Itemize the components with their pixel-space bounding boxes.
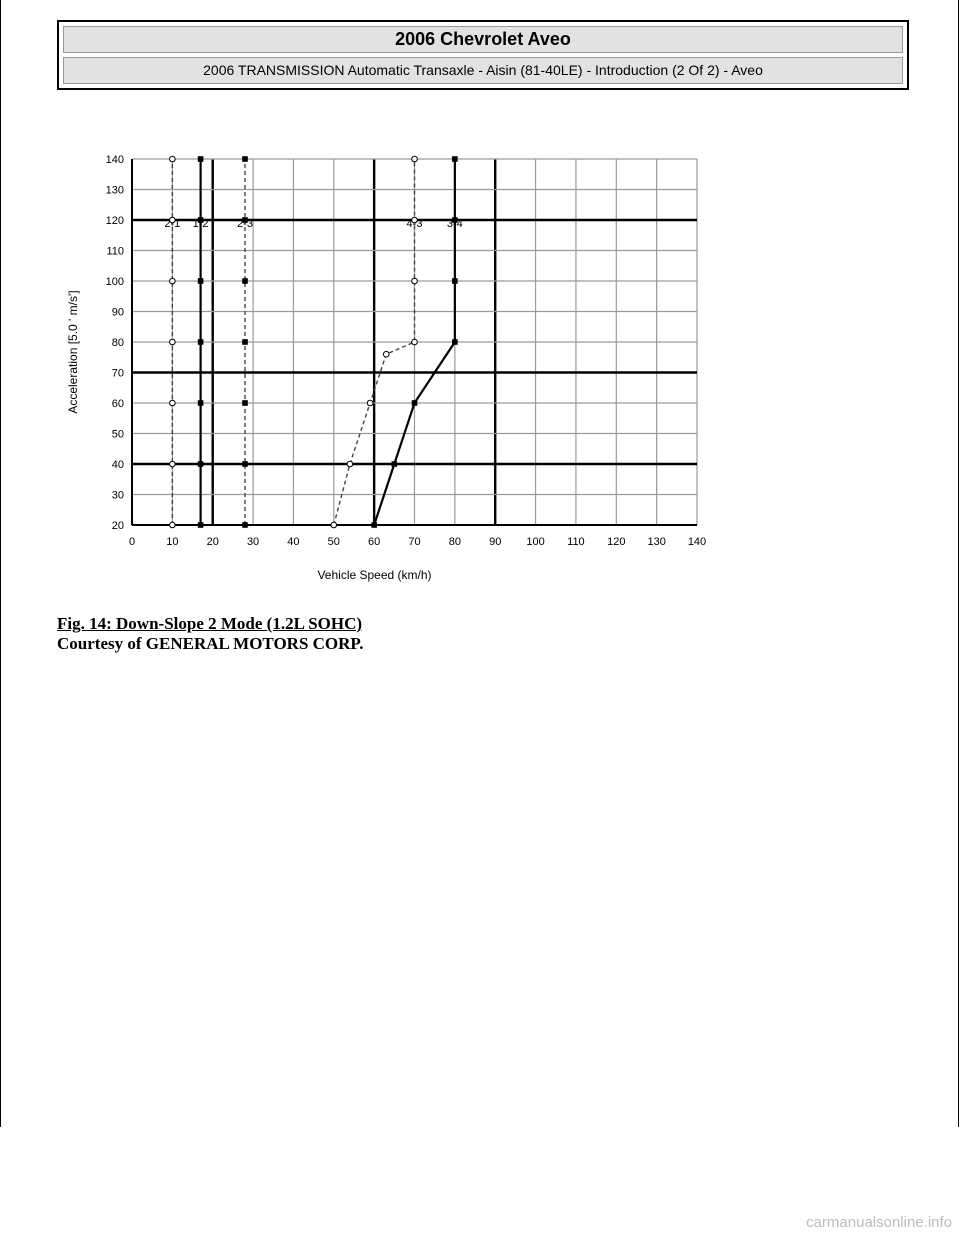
x-tick-label: 50 <box>327 536 340 548</box>
vehicle-title: 2006 Chevrolet Aveo <box>63 26 903 53</box>
series-label-1-2: 1-2 <box>192 218 209 231</box>
point-1-2 <box>198 278 204 284</box>
watermark: carmanualsonline.info <box>806 1214 952 1231</box>
y-tick-label: 90 <box>111 306 124 319</box>
point-3-4 <box>412 400 418 406</box>
figure-caption-block <box>57 614 364 654</box>
point-3-4 <box>371 522 377 528</box>
point-4-3 <box>383 351 389 357</box>
y-tick-label: 70 <box>111 367 124 380</box>
x-tick-label: 100 <box>526 536 545 548</box>
point-1-2 <box>198 522 204 528</box>
figure-caption[interactable]: Fig. 14: Down-Slope 2 Mode (1.2L SOHC) <box>57 614 363 633</box>
y-tick-label: 120 <box>105 215 124 227</box>
figure-credit: Courtesy of GENERAL MOTORS CORP. <box>57 634 364 653</box>
y-tick-label: 130 <box>105 184 124 197</box>
shift-pattern-chart <box>55 140 720 585</box>
point-3-4 <box>392 461 398 467</box>
point-4-3 <box>331 522 337 528</box>
x-tick-label: 90 <box>489 536 502 548</box>
x-tick-label: 0 <box>128 536 136 548</box>
x-tick-label: 10 <box>166 536 179 548</box>
point-3-4 <box>452 156 458 162</box>
point-2-3 <box>242 156 248 162</box>
document-header <box>57 20 909 90</box>
point-1-2 <box>198 156 204 162</box>
point-2-3 <box>242 400 248 406</box>
point-3-4 <box>452 339 458 345</box>
x-tick-label: 60 <box>368 536 381 548</box>
y-tick-label: 60 <box>111 398 124 410</box>
series-label-4-3: 4-3 <box>406 218 423 231</box>
point-2-3 <box>242 461 248 467</box>
y-tick-label: 20 <box>111 520 124 532</box>
point-4-3 <box>347 461 353 467</box>
point-2-1 <box>170 522 176 528</box>
point-4-3 <box>412 339 418 345</box>
x-tick-label: 20 <box>206 536 219 548</box>
y-tick-label: 80 <box>111 337 124 349</box>
x-tick-label: 120 <box>607 536 626 548</box>
x-tick-label: 130 <box>647 536 666 548</box>
point-2-1 <box>170 156 176 162</box>
point-1-2 <box>198 461 204 467</box>
point-4-3 <box>367 400 373 406</box>
x-tick-label: 110 <box>567 536 585 548</box>
y-tick-label: 40 <box>111 459 124 471</box>
x-axis-ticks <box>129 536 706 548</box>
y-tick-label: 110 <box>106 245 124 258</box>
x-tick-label: 140 <box>687 536 707 548</box>
y-axis-ticks <box>106 154 124 532</box>
y-tick-label: 50 <box>111 428 124 441</box>
x-tick-label: 30 <box>246 536 260 548</box>
y-tick-label: 30 <box>111 489 124 502</box>
series-label-2-1: 2-1 <box>164 218 181 231</box>
point-4-3 <box>412 156 418 162</box>
point-2-3 <box>242 278 248 284</box>
y-tick-label: 140 <box>105 154 124 166</box>
x-tick-label: 40 <box>287 536 300 548</box>
point-4-3 <box>412 278 418 284</box>
y-tick-label: 100 <box>105 276 124 288</box>
section-subtitle: 2006 TRANSMISSION Automatic Transaxle - Aisin (81-40LE) - Introduction (2 Of 2) - Aveo <box>63 57 903 84</box>
point-2-1 <box>170 400 176 406</box>
y-axis-label: Acceleration [5.0 ' m/s'] <box>66 290 80 414</box>
x-axis-label: Vehicle Speed (km/h) <box>317 568 432 582</box>
x-tick-label: 80 <box>448 536 461 548</box>
point-2-1 <box>170 339 176 345</box>
point-2-3 <box>242 339 248 345</box>
series-label-3-4: 3-4 <box>446 218 463 231</box>
point-3-4 <box>452 278 458 284</box>
point-2-3 <box>242 522 248 528</box>
point-1-2 <box>198 400 204 406</box>
series-label-2-3: 2-3 <box>237 218 253 231</box>
point-1-2 <box>198 339 204 345</box>
x-tick-label: 70 <box>408 536 421 548</box>
point-2-1 <box>170 461 176 467</box>
point-2-1 <box>170 278 176 284</box>
